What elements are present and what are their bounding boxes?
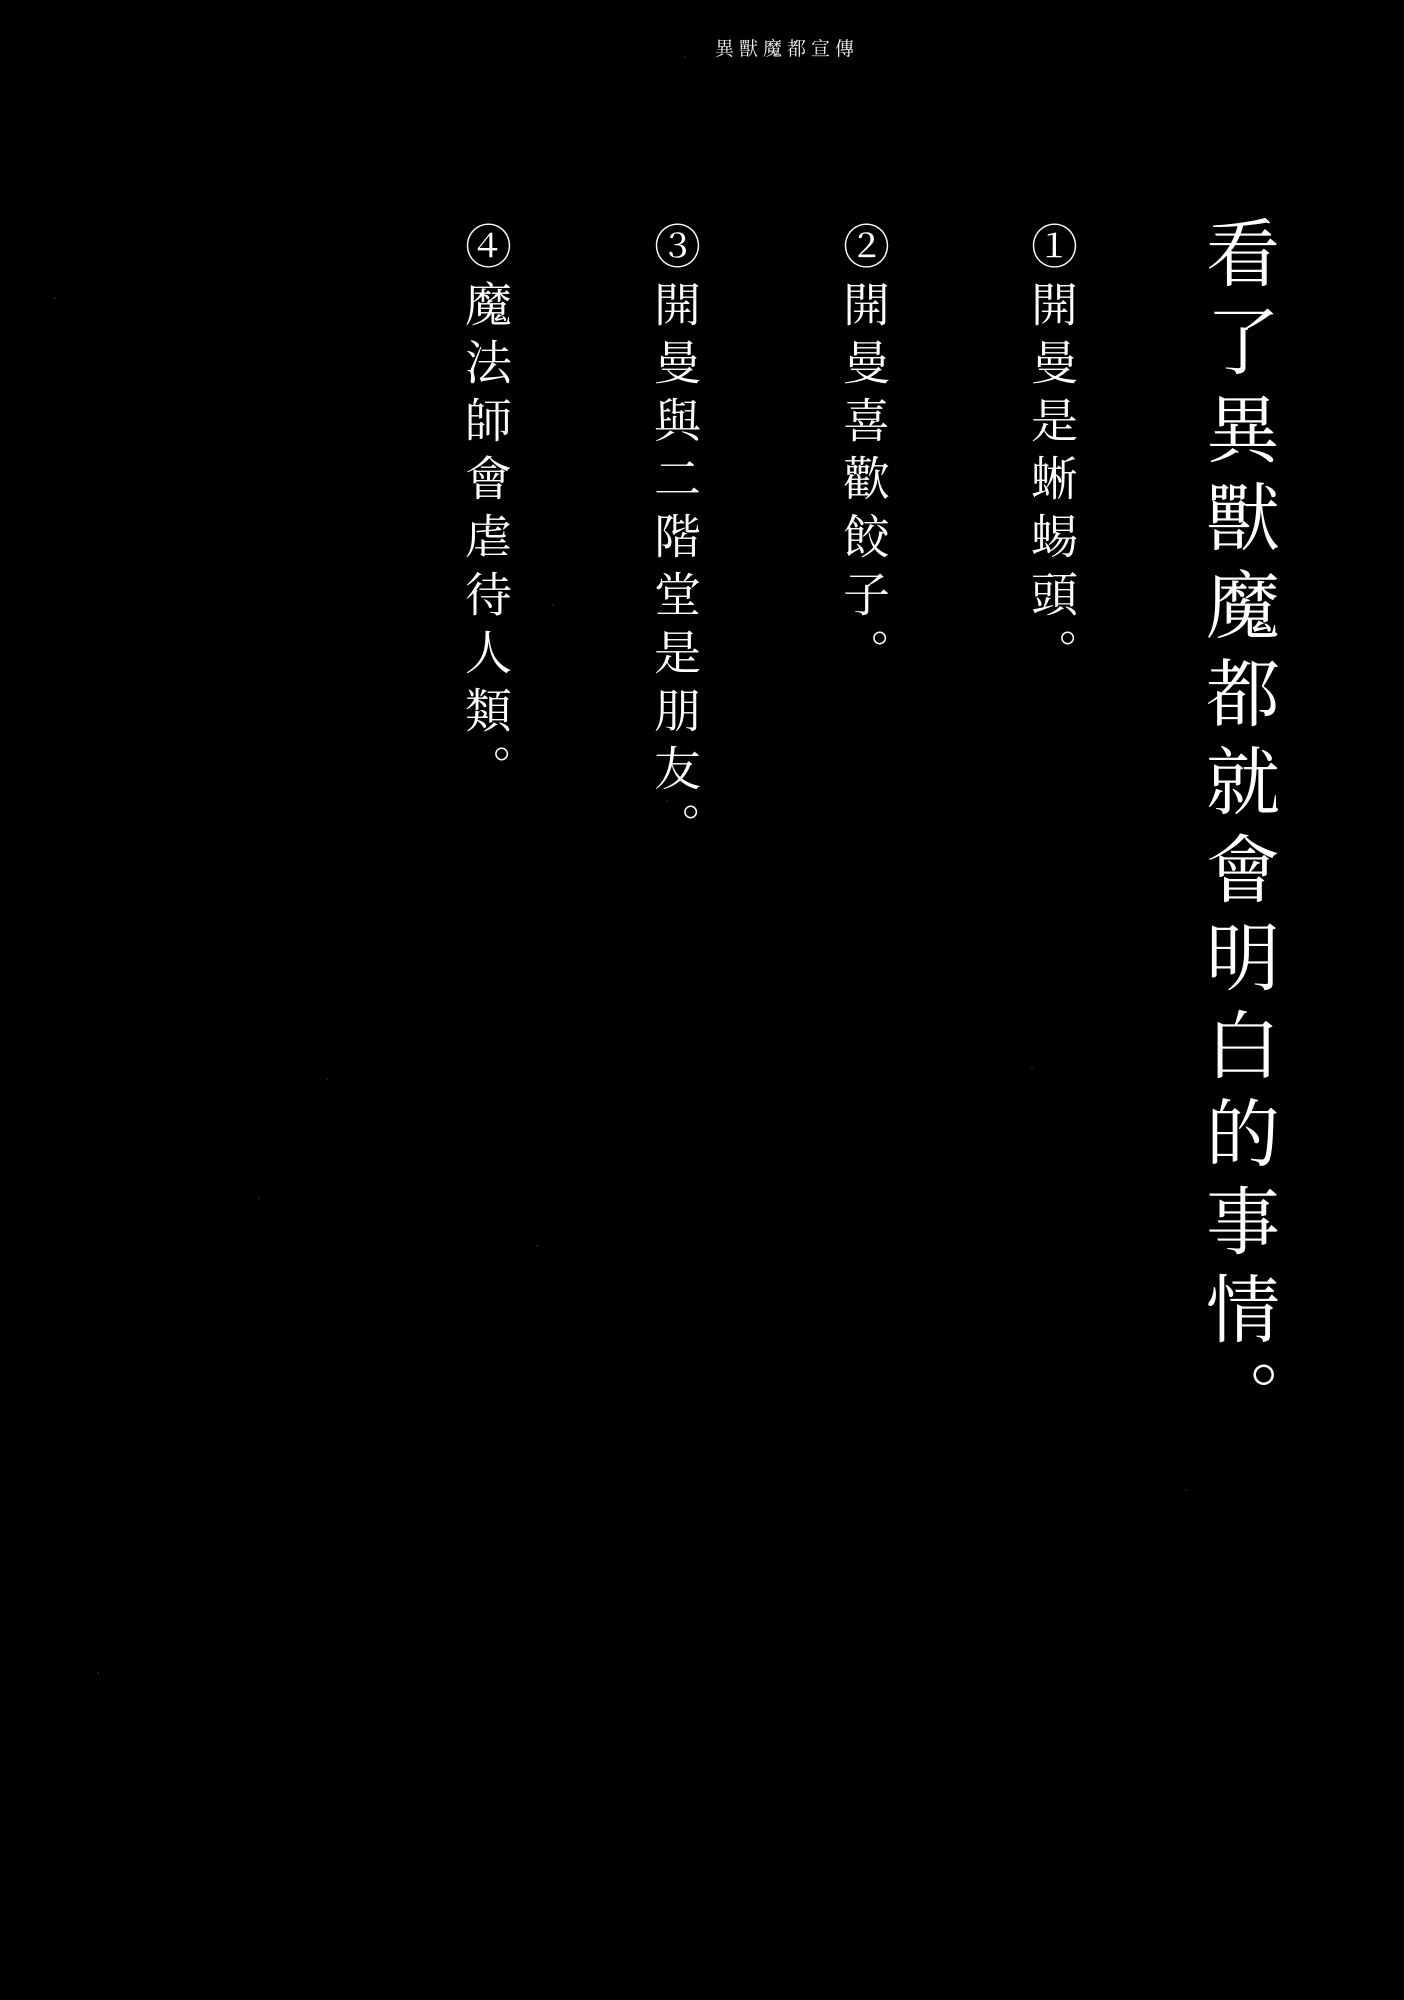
dust-speck xyxy=(1031,1066,1033,1068)
dust-speck xyxy=(1185,1489,1187,1491)
list-item-1: ①開曼是蜥蜴頭。 xyxy=(1023,222,1078,686)
dust-speck xyxy=(97,1672,99,1674)
page-header-label: 異獸魔都宣傳 xyxy=(714,38,859,60)
dust-speck xyxy=(326,1078,328,1080)
list-item-4: ④魔法師會虐待人類。 xyxy=(457,222,512,802)
page-title: 看了異獸魔都就會明白的事情。 xyxy=(1194,215,1280,1447)
dust-speck xyxy=(552,604,554,606)
dust-speck xyxy=(536,1245,538,1247)
list-item-2: ②開曼喜歡餃子。 xyxy=(835,222,890,686)
dust-speck xyxy=(54,297,56,299)
dust-speck xyxy=(258,1197,260,1199)
dust-speck xyxy=(684,56,686,58)
list-item-3: ③開曼與二階堂是朋友。 xyxy=(646,222,701,860)
